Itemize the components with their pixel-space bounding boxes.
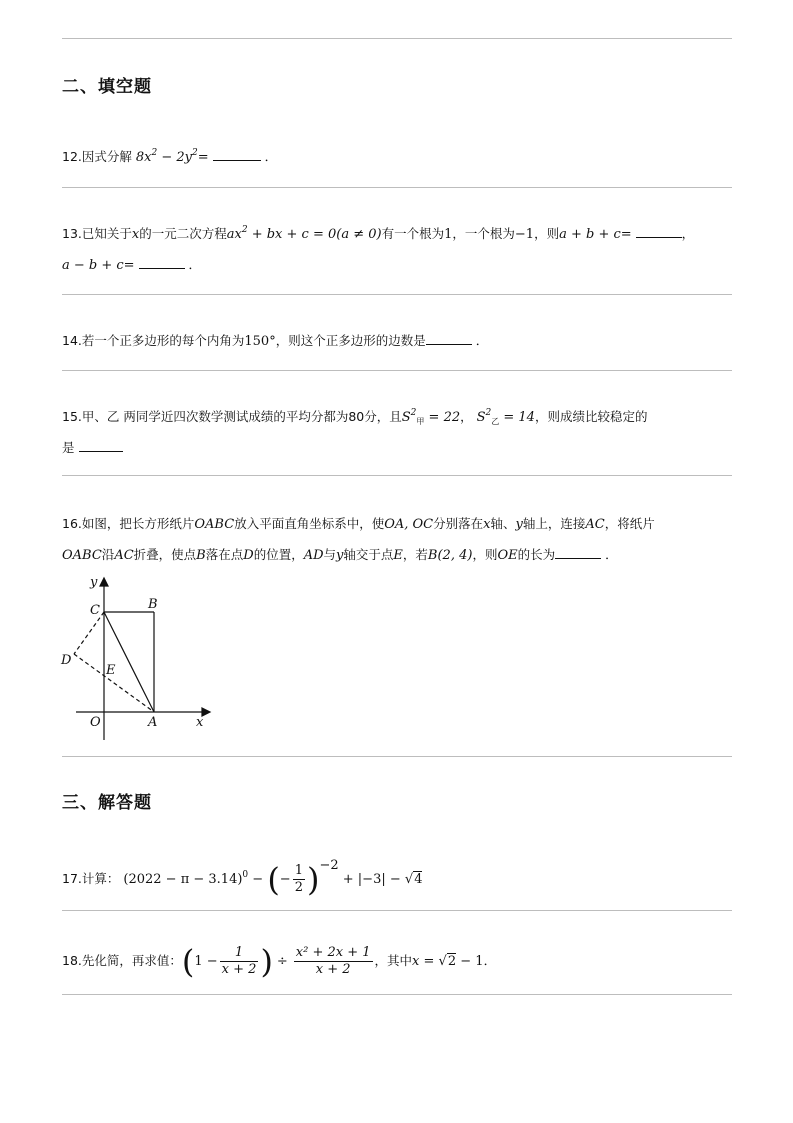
label-E: E <box>106 663 116 678</box>
answer-blank[interactable] <box>139 256 185 269</box>
label-C: C <box>90 603 100 618</box>
question-15-line2: 是 <box>62 439 123 457</box>
divider <box>62 756 732 757</box>
question-13: 13.已知关于x的一元二次方程$ax^2$ + bx + c = 0(a ≠ 0)有一个根为1，一个根为−1，则a + b + c= ， <box>62 225 695 242</box>
question-15: 15.甲、乙 两同学近四次数学测试成绩的平均分都为80分，且$S^2_甲 = 22$， $S^2_乙 = 14$，则成绩比较稳定的 <box>62 408 648 426</box>
question-14: 14.若一个正多边形的每个内角为150°，则这个正多边形的边数是 ． <box>62 333 489 349</box>
question-16-line2: OABC沿AC折叠，使点B落在点D的位置，AD与y轴交于点E，若B(2, 4)，则OE的长为 ． <box>62 547 618 563</box>
answer-blank[interactable] <box>213 148 261 161</box>
divider <box>62 38 732 39</box>
answer-blank[interactable] <box>79 439 123 452</box>
divider <box>62 994 732 995</box>
question-18: 18.先化简，再求值：(1 − $\frac{1}{x + 2}$ ) ÷ $\frac{\text{x² + 2x + 1}}{x + 2}$ ，其中x = √2 − 1． <box>62 942 497 981</box>
y-axis-arrow <box>100 578 108 586</box>
divider <box>62 187 732 188</box>
divider <box>62 475 732 476</box>
divider <box>62 910 732 911</box>
label-B: B <box>148 597 158 612</box>
q16-figure <box>56 574 216 744</box>
question-12: 12.因式分解 $8x^2 - 2y^2=$ ． <box>62 148 278 165</box>
label-O: O <box>90 715 101 730</box>
q12-expr: $8x^2 - 2y^2$ <box>135 148 198 165</box>
question-16: 16.如图，把长方形纸片OABC放入平面直角坐标系中，使OA, OC分别落在x轴、y轴上，连接AC，将纸片 <box>62 516 655 532</box>
answer-blank[interactable] <box>555 546 601 559</box>
segment-AC <box>104 612 154 712</box>
section-title-fill-in: 二、填空题 <box>62 77 152 97</box>
section-title-solutions: 三、解答题 <box>62 793 152 813</box>
label-D: D <box>61 653 72 668</box>
divider <box>62 294 732 295</box>
question-17: 17.计算： $(2022 - \pi - 3.14)^0$ − (− $\frac{1}{2}$ )$^{-2}$ + |−3| − √4 <box>62 858 423 899</box>
label-A: A <box>148 715 158 730</box>
answer-blank[interactable] <box>636 225 682 238</box>
q12-label: 12.因式分解 <box>62 149 132 164</box>
divider <box>62 370 732 371</box>
question-13-line2: a − b + c= ． <box>62 257 202 273</box>
segment-CD <box>74 612 104 654</box>
answer-blank[interactable] <box>426 332 472 345</box>
label-y: y <box>90 575 98 590</box>
label-x: x <box>196 715 204 730</box>
